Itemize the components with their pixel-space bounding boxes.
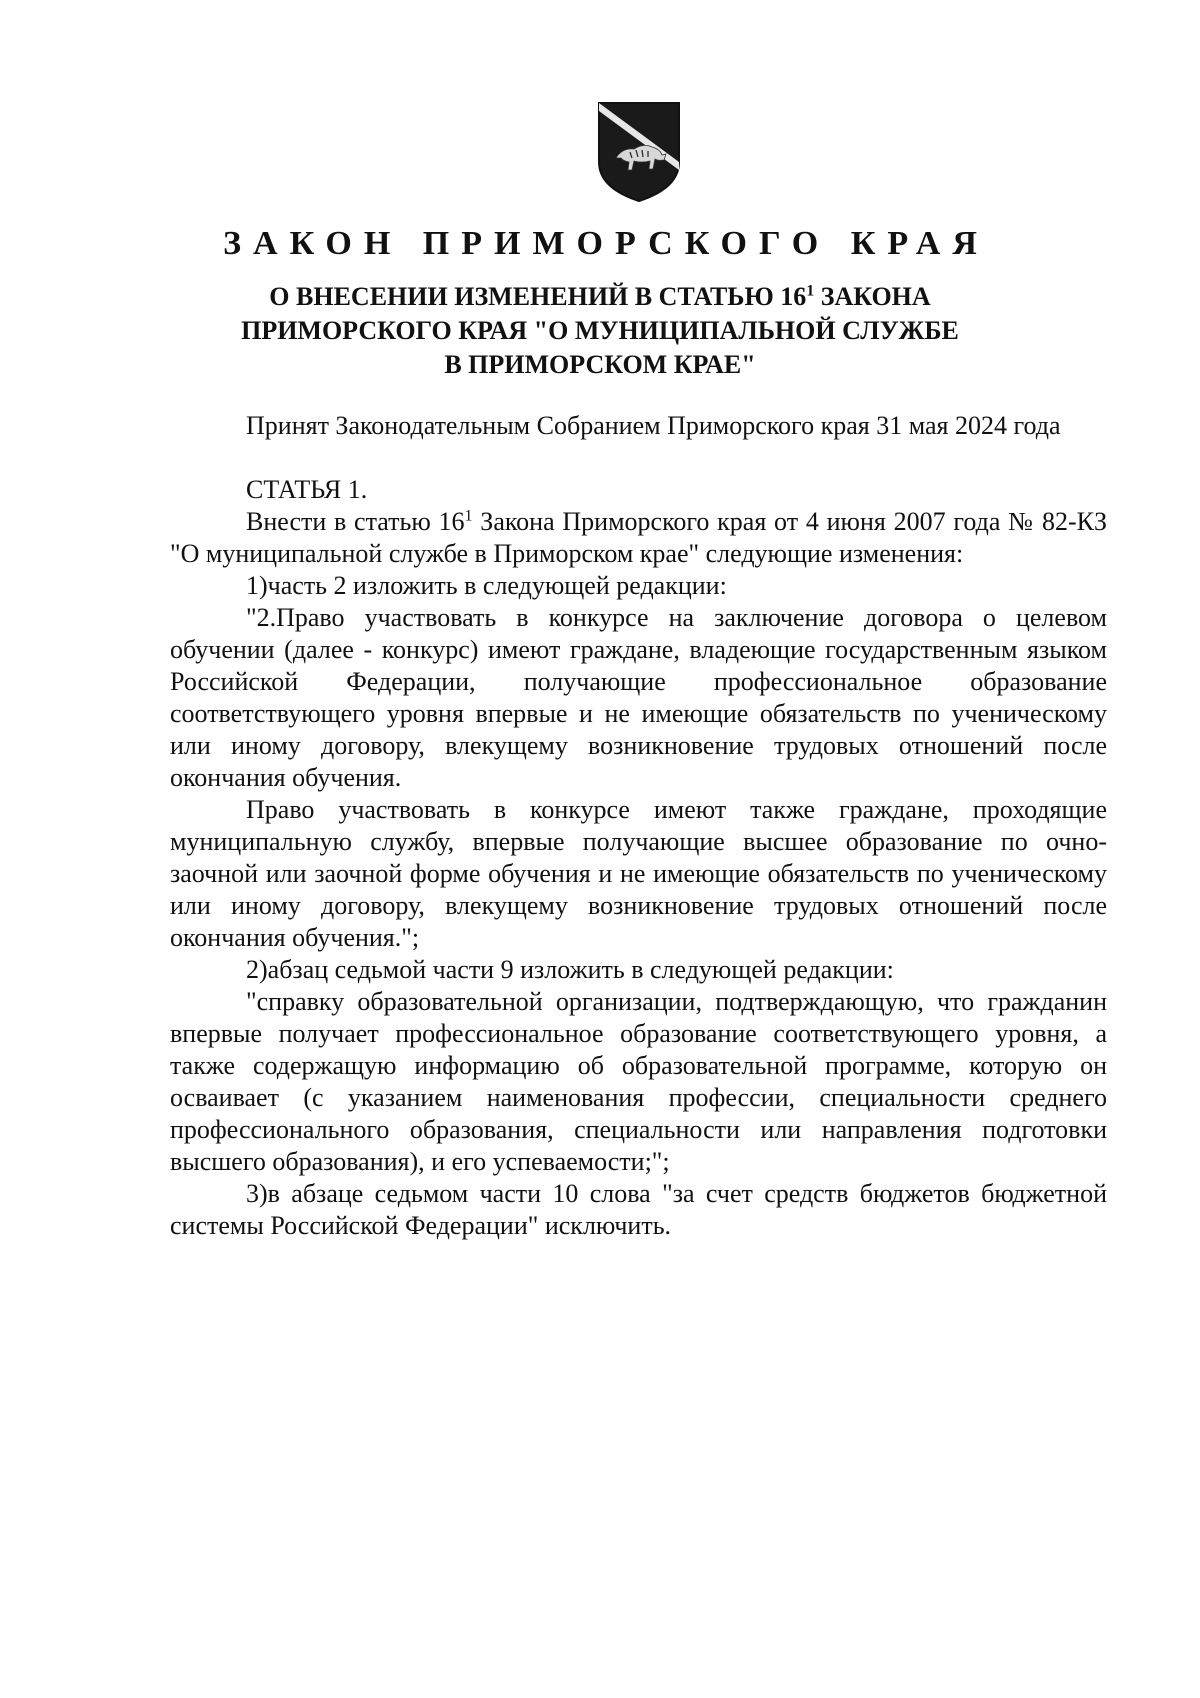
article-heading: СТАТЬЯ 1.	[246, 475, 368, 504]
paragraph-amendment-2: 2)абзац седьмой части 9 изложить в следующей редакции:	[246, 955, 894, 984]
subtitle-line-1: О ВНЕСЕНИИ ИЗМЕНЕНИЙ В СТАТЬЮ $16^1$ ЗАКОНА	[269, 282, 931, 311]
paragraph-amendment-3: 3)в абзаце седьмом части 10 слова "за счет средств бюджетов бюджетной системы Российской Федерации" исключить.	[170, 1179, 1107, 1240]
primorsky-coat-of-arms-icon	[596, 100, 682, 204]
paragraph-part-9-text: "справку образовательной организации, подтверждающую, что гражданин впервые получает профессиональное образование соответствующего уровня, а также содержащую информацию об образовательной программе, которую он осваивает (с указанием наименования профессии, специальности среднего профессионального образования, специальности или направления подготовки высшего образования), и его успеваемости;";	[170, 987, 1107, 1176]
paragraph-part-2-text: "2.Право участвовать в конкурсе на заключение договора о целевом обучении (далее - конкурс) имеют граждане, владеющие государственным языком Российской Федерации, получающие профессиональное образование соответствующего уровня впервые и не имеющие обязательств по ученическому или иному договору, влекущему возникновение трудовых отношений после окончания обучения.	[170, 603, 1107, 792]
subtitle-line-2: ПРИМОРСКОГО КРАЯ "О МУНИЦИПАЛЬНОЙ СЛУЖБЕ	[241, 316, 959, 345]
law-title: ЗАКОН ПРИМОРСКОГО КРАЯ	[223, 225, 989, 262]
paragraph-part-2-continued: Право участвовать в конкурсе имеют также граждане, проходящие муниципальную службу, впервые получающие высшее образование по очно-заочной или заочной форме обучения и не имеющие обязательств по ученическому или иному договору, влекущему возникновение трудовых отношений после окончания обучения.";	[170, 795, 1107, 952]
adoption-statement: Принят Законодательным Собранием Приморского края 31 мая 2024 года	[246, 411, 1061, 440]
law-body	[170, 410, 1107, 1242]
law-subtitle	[170, 280, 1030, 382]
article-intro: Внести в статью $16^1$ Закона Приморского края от 4 июня 2007 года № 82-КЗ "О муниципальной службе в Приморском крае" следующие изменения:	[170, 507, 1107, 568]
paragraph-amendment-1: 1)часть 2 изложить в следующей редакции:	[246, 571, 727, 600]
subtitle-line-3: В ПРИМОРСКОМ КРАЕ"	[444, 350, 756, 379]
